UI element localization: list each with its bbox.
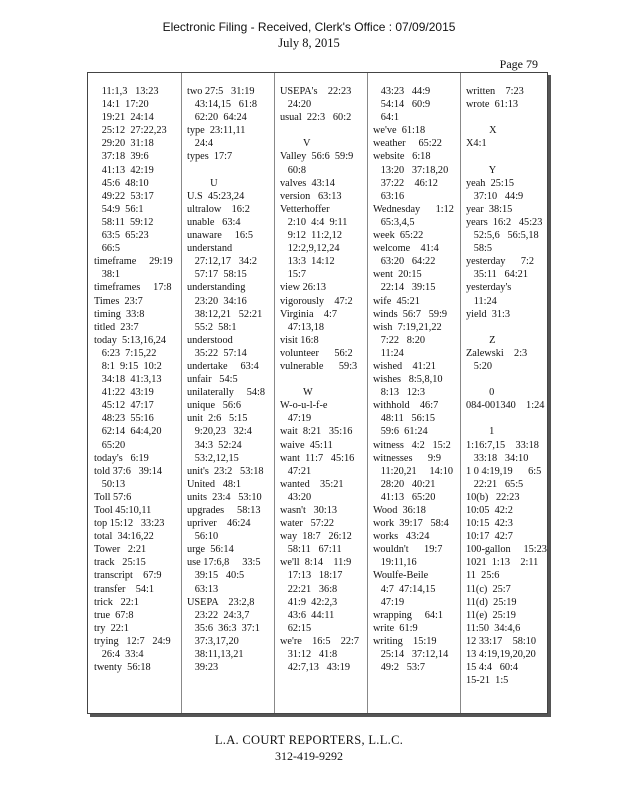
index-entry: writing 15:19 <box>373 635 437 647</box>
index-entry: winds 56:7 59:9 <box>373 308 448 320</box>
index-entry: undertake 63:4 <box>187 360 259 372</box>
index-entry: 100-gallon 15:23 <box>466 544 547 556</box>
index-entry: 11:24 <box>373 347 404 359</box>
index-entry: 10:05 42:2 <box>466 505 513 516</box>
index-entry: true 67:8 <box>94 609 134 621</box>
index-entry: 25:12 27:22,23 <box>94 125 167 137</box>
column-divider <box>181 73 182 713</box>
index-entry: 52:5,6 56:5,18 <box>466 230 539 242</box>
index-entry: 33:18 34:10 <box>466 452 529 464</box>
index-entry: wanted 35:21 <box>280 478 344 490</box>
index-entry: 1021 1:13 2:11 <box>466 557 539 569</box>
index-entry: valves 43:14 <box>280 177 335 189</box>
index-entry: transfer 54:1 <box>94 583 155 595</box>
index-entry: 63:20 64:22 <box>373 256 436 268</box>
index-entry: 13:20 37:18,20 <box>373 164 449 176</box>
index-entry: years 16:2 45:23 <box>466 216 543 228</box>
index-entry: yesterday 7:2 <box>466 256 535 268</box>
word-index-frame <box>87 72 548 714</box>
index-entry: wasn't 30:13 <box>280 505 338 516</box>
index-entry: works 43:24 <box>373 531 430 543</box>
index-entry: 59:6 61:24 <box>373 426 428 438</box>
index-entry: 43:14,15 61:8 <box>187 99 258 111</box>
index-entry: 1:16:7,15 33:18 <box>466 439 539 451</box>
index-entry: timeframes 17:8 <box>94 282 172 294</box>
index-entry: Wood 36:18 <box>373 505 426 516</box>
index-entry: 10(b) 22:23 <box>466 491 520 503</box>
index-entry: 5:20 <box>466 360 493 372</box>
index-entry: try 22:1 <box>94 622 129 634</box>
index-entry: 15:7 <box>280 269 307 281</box>
index-entry: 58:5 <box>466 243 493 255</box>
index-entry: 11:1,3 13:23 <box>94 86 159 97</box>
index-entry: 1 0 4:19,19 6:5 <box>466 465 542 477</box>
index-column-3 <box>280 85 359 674</box>
index-entry: 47:21 <box>280 465 312 477</box>
index-entry: 41:9 42:2,3 <box>280 596 338 608</box>
index-entry: want 11:7 45:16 <box>280 452 355 464</box>
index-entry: wife 45:21 <box>373 295 420 307</box>
index-entry: 14:1 17:20 <box>94 99 149 111</box>
index-entry: we'll 8:14 11:9 <box>280 557 352 569</box>
index-entry: 47:19 <box>373 596 405 608</box>
index-entry: understand <box>187 243 233 255</box>
index-entry: vigorously 47:2 <box>280 295 353 307</box>
index-entry: 7:22 8:20 <box>373 334 426 346</box>
index-entry: total 34:16,22 <box>94 531 154 543</box>
index-entry: 084-001340 1:24 <box>466 400 545 412</box>
index-entry: wait 8:21 35:16 <box>280 426 353 438</box>
index-entry: vulnerable 59:3 <box>280 360 358 372</box>
index-entry: U.S 45:23,24 <box>187 190 245 202</box>
index-entry <box>466 150 547 163</box>
index-entry: 58:11 59:12 <box>94 216 154 228</box>
index-entry: 47:19 <box>280 413 312 425</box>
index-entry: 11:50 34:4,6 <box>466 622 521 634</box>
index-entry: yeah 25:15 <box>466 177 515 189</box>
column-divider <box>367 73 368 713</box>
hearing-date: July 8, 2015 <box>278 36 340 50</box>
index-entry: witness 4:2 15:2 <box>373 439 451 451</box>
index-entry: U <box>187 177 218 189</box>
column-divider <box>460 73 461 713</box>
index-entry: unfair 54:5 <box>187 374 238 386</box>
index-entry: understanding <box>187 282 246 294</box>
index-entry: 22:14 39:15 <box>373 282 436 294</box>
index-entry: 65:20 <box>94 439 126 451</box>
index-entry: upriver 46:24 <box>187 518 251 530</box>
index-entry: 17:13 18:17 <box>280 570 343 582</box>
index-entry: 11 25:6 <box>466 570 500 582</box>
index-entry: unit's 23:2 53:18 <box>187 465 264 477</box>
index-entry: 35:6 36:3 37:1 <box>187 622 260 634</box>
index-entry: types 17:7 <box>187 151 233 163</box>
index-entry: USEPA's 22:23 <box>280 86 352 97</box>
index-entry: 0 <box>466 387 495 399</box>
index-entry: week 65:22 <box>373 230 424 242</box>
index-entry: 19:21 24:14 <box>94 112 154 124</box>
index-entry: Toll 57:6 <box>94 491 132 503</box>
index-entry: 54:14 60:9 <box>373 99 431 111</box>
index-entry: unique 56:6 <box>187 400 242 412</box>
index-entry: we're 16:5 22:7 <box>280 635 360 647</box>
index-entry: 1 <box>466 426 495 438</box>
index-entry: trying 12:7 24:9 <box>94 635 171 647</box>
index-entry: 34:18 41:3,13 <box>94 374 162 386</box>
index-entry: 39:15 40:5 <box>187 570 245 582</box>
index-entry: track 25:15 <box>94 557 146 569</box>
index-entry: 11:24 <box>466 295 497 307</box>
index-entry: wishes 8:5,8,10 <box>373 374 443 386</box>
index-entry: upgrades 58:13 <box>187 505 261 516</box>
index-entry: 11(e) 25:19 <box>466 609 516 621</box>
index-entry: timing 33:8 <box>94 308 145 320</box>
index-entry: unable 63:4 <box>187 216 241 228</box>
index-entry: 64:1 <box>373 112 400 124</box>
index-entry: website 6:18 <box>373 151 431 163</box>
index-entry: 2:10 4:4 9:11 <box>280 216 348 228</box>
index-entry: way 18:7 26:12 <box>280 531 352 543</box>
index-entry: 8:1 9:15 10:2 <box>94 360 162 372</box>
index-entry: 15 4:4 60:4 <box>466 662 519 674</box>
index-entry: today 5:13,16,24 <box>94 334 167 346</box>
index-entry: weather 65:22 <box>373 138 442 150</box>
index-entry: use 17:6,8 33:5 <box>187 557 261 569</box>
index-entry: water 57:22 <box>280 518 335 530</box>
index-entry: 24:4 <box>187 138 214 150</box>
index-entry: 37:22 46:12 <box>373 177 438 189</box>
index-entry: Tower 2:21 <box>94 544 147 556</box>
index-entry: titled 23:7 <box>94 321 139 333</box>
index-entry: 12 33:17 58:10 <box>466 635 537 647</box>
index-entry: we've 61:18 <box>373 125 426 137</box>
index-entry: Wednesday 1:12 <box>373 203 454 215</box>
index-entry: visit 16:8 <box>280 334 319 346</box>
index-entry: Zalewski 2:3 <box>466 347 528 359</box>
index-entry: Virginia 4:7 <box>280 308 337 320</box>
index-entry: wish 7:19,21,22 <box>373 321 442 333</box>
index-entry: 9:12 11:2,12 <box>280 230 342 242</box>
index-entry: withhold 46:7 <box>373 400 439 412</box>
index-entry: 48:23 55:16 <box>94 413 154 425</box>
index-entry: 62:20 64:24 <box>187 112 247 124</box>
index-entry: Woulfe-Beile <box>373 570 429 582</box>
index-entry: ultralow 16:2 <box>187 203 250 215</box>
index-entry: 37:18 39:6 <box>94 151 149 163</box>
index-entry: today's 6:19 <box>94 452 149 464</box>
index-entry: X <box>466 125 497 137</box>
index-entry: 58:11 67:11 <box>280 544 342 556</box>
index-entry: 43:23 44:9 <box>373 86 431 97</box>
index-entry: 13 4:19,19,20,20 <box>466 649 536 661</box>
index-entry: 22:21 36:8 <box>280 583 338 595</box>
index-entry: 15-21 1:5 <box>466 675 509 687</box>
index-entry: yesterday's <box>466 282 512 294</box>
index-entry: 13:3 14:12 <box>280 256 335 268</box>
index-entry <box>466 412 547 425</box>
index-entry: 45:12 47:17 <box>94 400 154 412</box>
index-entry: 50:13 <box>94 478 126 490</box>
index-entry: 38:12,21 52:21 <box>187 308 263 320</box>
index-entry: 29:20 31:18 <box>94 138 154 150</box>
index-entry <box>466 111 547 124</box>
index-entry: Vetterhoffer <box>280 203 330 215</box>
index-entry: 53:2,12,15 <box>187 452 239 464</box>
index-entry: 37:10 44:9 <box>466 190 524 202</box>
index-entry: version 63:13 <box>280 190 342 202</box>
index-entry: 60:8 <box>280 164 307 176</box>
index-entry: wished 41:21 <box>373 360 436 372</box>
reporter-company: L.A. COURT REPORTERS, L.L.C. <box>214 733 404 747</box>
index-entry: 45:6 48:10 <box>94 177 149 189</box>
index-entry: work 39:17 58:4 <box>373 518 449 530</box>
index-entry: 28:20 40:21 <box>373 478 436 490</box>
index-entry <box>466 321 547 334</box>
index-entry: 9:20,23 32:4 <box>187 426 252 438</box>
index-entry: year 38:15 <box>466 203 513 215</box>
index-column-5 <box>466 85 547 687</box>
index-entry: 66:5 <box>94 243 121 255</box>
index-entry <box>280 124 359 137</box>
index-entry: timeframe 29:19 <box>94 256 173 268</box>
index-entry: unilaterally 54:8 <box>187 387 266 399</box>
index-entry: 8:13 12:3 <box>373 387 426 399</box>
index-entry: 38:1 <box>94 269 121 281</box>
index-entry: went 20:15 <box>373 269 422 281</box>
index-entry: 63:16 <box>373 190 405 202</box>
index-entry: 39:23 <box>187 662 219 674</box>
index-entry: witnesses 9:9 <box>373 452 442 464</box>
index-column-4 <box>373 85 454 674</box>
index-entry: 34:3 52:24 <box>187 439 242 451</box>
filing-header: Electronic Filing - Received, Clerk's Office : 07/09/2015 <box>162 20 456 34</box>
index-entry: 63:13 <box>187 583 219 595</box>
index-entry: yield 31:3 <box>466 308 511 320</box>
index-entry: 25:14 37:12,14 <box>373 649 449 661</box>
index-entry: wrapping 64:1 <box>373 609 444 621</box>
index-entry: 37:3,17,20 <box>187 635 239 647</box>
index-entry: waive 45:11 <box>280 439 333 451</box>
index-entry: W <box>280 387 313 399</box>
index-entry: unaware 16:5 <box>187 230 254 242</box>
index-entry: 65:3,4,5 <box>373 216 415 228</box>
index-entry: wouldn't 19:7 <box>373 544 443 556</box>
index-entry: 22:21 65:5 <box>466 478 524 490</box>
index-entry: 19:11,16 <box>373 557 417 569</box>
index-entry: 63:5 65:23 <box>94 230 149 242</box>
index-entry: 26:4 33:4 <box>94 649 144 661</box>
index-entry: W-o-u-l-f-e <box>280 400 328 412</box>
index-entry: unit 2:6 5:15 <box>187 413 248 425</box>
index-entry: 48:11 56:15 <box>373 413 435 425</box>
page-number: Page 79 <box>499 57 538 71</box>
index-entry: 35:11 64:21 <box>466 269 528 281</box>
index-entry: Y <box>466 164 497 176</box>
index-entry: 4:7 47:14,15 <box>373 583 436 595</box>
index-entry: 11:20,21 14:10 <box>373 465 453 477</box>
index-entry: Times 23:7 <box>94 295 143 307</box>
index-entry: top 15:12 33:23 <box>94 518 165 530</box>
index-entry: 62:15 <box>280 622 312 634</box>
index-entry: wrote 61:13 <box>466 99 519 111</box>
index-entry: 55:2 58:1 <box>187 321 237 333</box>
index-entry: 35:22 57:14 <box>187 347 247 359</box>
index-entry: written 7:23 <box>466 86 524 97</box>
index-entry: 56:10 <box>187 531 219 543</box>
index-entry: 54:9 56:1 <box>94 203 144 215</box>
index-entry: 41:13 65:20 <box>373 491 436 503</box>
index-entry: 47:13,18 <box>280 321 325 333</box>
index-entry: 41:13 42:19 <box>94 164 154 176</box>
index-entry: volunteer 56:2 <box>280 347 353 359</box>
index-entry: 10:15 42:3 <box>466 518 513 530</box>
reporter-phone: 312-419-9292 <box>275 749 343 763</box>
index-entry: 12:2,9,12,24 <box>280 243 340 255</box>
index-entry: 41:22 43:19 <box>94 387 154 399</box>
index-entry: 49:2 53:7 <box>373 662 426 674</box>
index-entry <box>466 373 547 386</box>
index-entry: usual 22:3 60:2 <box>280 112 352 124</box>
index-entry: 57:17 58:15 <box>187 269 247 281</box>
index-entry: two 27:5 31:19 <box>187 86 255 97</box>
index-entry: 6:23 7:15,22 <box>94 347 157 359</box>
index-entry: 43:20 <box>280 491 312 503</box>
index-entry: view 26:13 <box>280 282 327 294</box>
index-entry: twenty 56:18 <box>94 662 151 674</box>
index-entry: Valley 56:6 59:9 <box>280 151 354 163</box>
index-entry: X4:1 <box>466 138 487 150</box>
index-entry: 27:12,17 34:2 <box>187 256 258 268</box>
index-entry: 62:14 64:4,20 <box>94 426 162 438</box>
index-entry: 23:20 34:16 <box>187 295 247 307</box>
index-entry: urge 56:14 <box>187 544 234 556</box>
index-entry: type 23:11,11 <box>187 125 246 137</box>
index-entry <box>187 164 265 177</box>
index-entry: Tool 45:10,11 <box>94 505 152 516</box>
index-entry: 23:22 24:3,7 <box>187 609 250 621</box>
column-divider <box>274 73 275 713</box>
index-entry: 24:20 <box>280 99 312 111</box>
index-entry: 42:7,13 43:19 <box>280 662 351 674</box>
index-entry: transcript 67:9 <box>94 570 162 582</box>
index-entry: understood <box>187 334 233 346</box>
index-entry: 11(c) 25:7 <box>466 583 511 595</box>
index-entry: Z <box>466 334 496 346</box>
index-entry: units 23:4 53:10 <box>187 491 262 503</box>
index-entry: USEPA 23:2,8 <box>187 596 255 608</box>
index-entry: 43:6 44:11 <box>280 609 335 621</box>
index-entry: V <box>280 138 311 150</box>
index-entry: write 61:9 <box>373 622 418 634</box>
index-entry: 38:11,13,21 <box>187 649 244 661</box>
index-entry: told 37:6 39:14 <box>94 465 163 477</box>
index-entry: welcome 41:4 <box>373 243 439 255</box>
index-entry: 10:17 42:7 <box>466 531 513 543</box>
index-entry: 31:12 41:8 <box>280 649 338 661</box>
index-entry <box>280 373 359 386</box>
index-column-2 <box>187 85 265 674</box>
index-entry: 49:22 53:17 <box>94 190 154 202</box>
index-entry: United 48:1 <box>187 478 242 490</box>
index-entry: 11(d) 25:19 <box>466 596 517 608</box>
index-entry: trick 22:1 <box>94 596 139 608</box>
index-column-1 <box>94 85 173 674</box>
